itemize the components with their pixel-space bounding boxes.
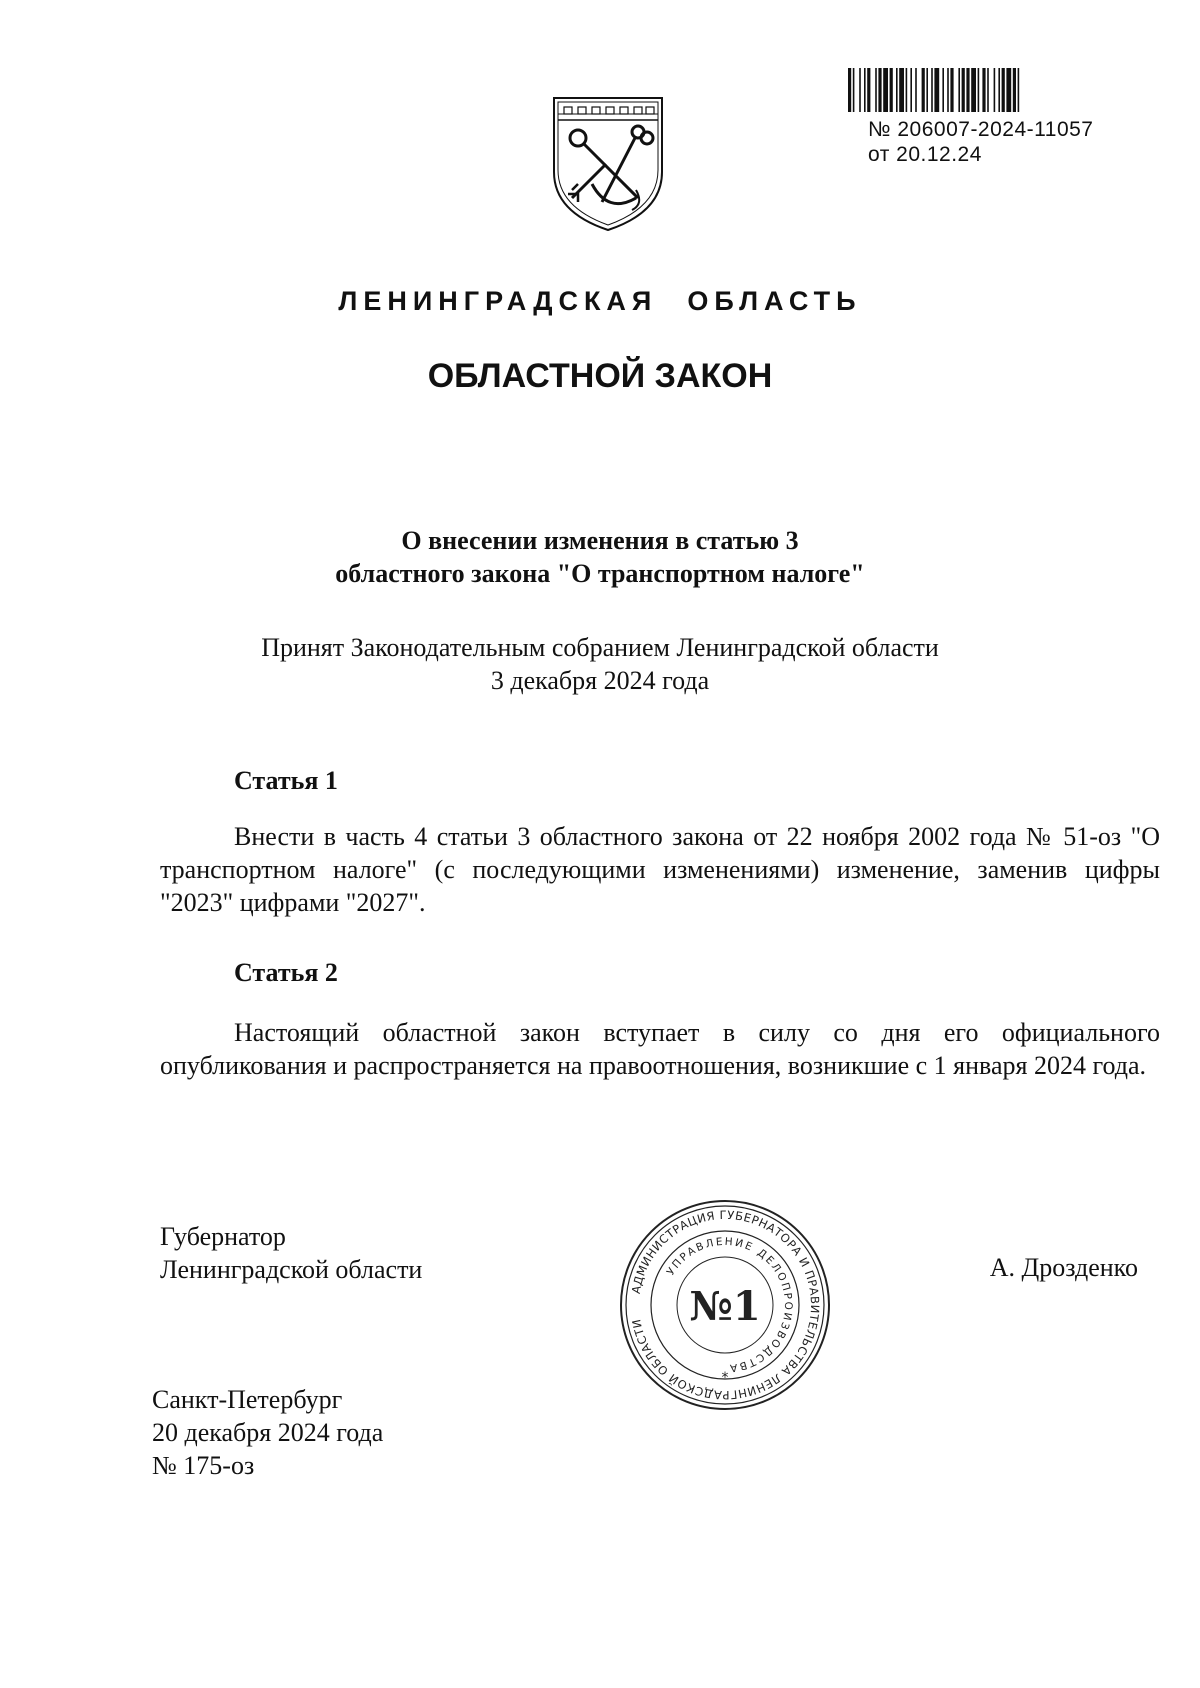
- barcode-bar: [982, 68, 985, 112]
- registration-date: от 20.12.24: [868, 143, 982, 166]
- barcode-bar: [1006, 68, 1011, 112]
- signatory-name: А. Дрозденко: [989, 1253, 1138, 1282]
- barcode-bar: [987, 68, 989, 112]
- barcode-bar: [942, 68, 944, 112]
- barcode-bar: [859, 68, 861, 112]
- adoption-line-1: Принят Законодательным собранием Ленинградской области: [261, 633, 939, 662]
- law-title-line-2: областного закона "О транспортном налоге": [335, 559, 865, 588]
- adoption-line-2: 3 декабря 2024 года: [490, 666, 710, 695]
- region-heading: [0, 286, 1200, 317]
- barcode-bar: [878, 68, 881, 112]
- barcode-bar: [853, 68, 855, 112]
- signatory-position-line-1: Губернатор: [160, 1222, 286, 1251]
- region-word-2: ОБЛАСТЬ: [687, 286, 862, 316]
- signatory-position: [160, 1220, 422, 1286]
- official-seal-stamp: [616, 1196, 834, 1414]
- adoption-note: [0, 631, 1200, 697]
- region-word-1: ЛЕНИНГРАДСКАЯ: [338, 286, 658, 316]
- barcode-bar: [864, 68, 866, 112]
- barcode-bar: [922, 68, 925, 112]
- barcode: [848, 68, 1118, 112]
- article-2-heading: Статья 2: [234, 958, 338, 987]
- law-title-line-1: О внесении изменения в статью 3: [401, 526, 799, 555]
- barcode-bar: [1018, 68, 1020, 112]
- barcode-bar: [931, 68, 933, 112]
- barcode-bar: [998, 68, 1000, 112]
- barcode-bar: [883, 68, 888, 112]
- barcode-bar: [934, 68, 939, 112]
- barcode-bar: [1013, 68, 1016, 112]
- barcode-bar: [971, 68, 976, 112]
- signing-city: Санкт-Петербург: [152, 1385, 343, 1414]
- barcode-bar: [910, 68, 912, 112]
- seal-center-number: №1: [689, 1283, 761, 1330]
- law-title: [0, 524, 1200, 590]
- barcode-bar: [848, 68, 851, 112]
- coat-of-arms-emblem: [548, 94, 668, 234]
- barcode-bar: [896, 68, 898, 112]
- registration-number: № 206007-2024-11057: [868, 118, 1094, 141]
- barcode-bar: [875, 68, 877, 112]
- barcode-bar: [947, 68, 949, 112]
- barcode-bar: [906, 68, 908, 112]
- article-1-text: Внести в часть 4 статьи 3 областного закона от 22 ноября 2002 года № 51-оз "О транспортном налоге" (с последующими изменениями) изменение, заменив цифры "2023" цифрами "2027".: [160, 822, 1160, 917]
- seal-star: *: [721, 1370, 729, 1386]
- barcode-bar: [867, 68, 870, 112]
- seal-inner-text: УПРАВЛЕНИЕ ДЕЛОПРОИЗВОДСТВА: [664, 1235, 795, 1375]
- signatory-position-line-2: Ленинградской области: [160, 1255, 423, 1284]
- article-2-text: Настоящий областной закон вступает в силу со дня его официального опубликования и распространяется на правоотношения, возникшие с 1 января 2024 года.: [160, 1018, 1160, 1080]
- law-number: № 175-оз: [152, 1451, 255, 1480]
- barcode-bar: [958, 68, 960, 112]
- barcode-bar: [978, 68, 980, 112]
- signing-date: 20 декабря 2024 года: [152, 1418, 384, 1447]
- barcode-bar: [994, 68, 996, 112]
- document-type-heading: ОБЛАСТНОЙ ЗАКОН: [427, 357, 773, 395]
- article-1-heading: Статья 1: [234, 766, 338, 795]
- barcode-bar: [966, 68, 969, 112]
- place-date-block: [152, 1383, 383, 1482]
- barcode-bar: [899, 68, 904, 112]
- seal-outer-text: АДМИНИСТРАЦИЯ ГУБЕРНАТОРА И ПРАВИТЕЛЬСТВА ЛЕНИНГРАДСКОЙ ОБЛАСТИ: [628, 1207, 823, 1403]
- barcode-bar: [890, 68, 893, 112]
- barcode-bar: [962, 68, 965, 112]
- barcode-bar: [950, 68, 953, 112]
- barcode-bar: [926, 68, 928, 112]
- barcode-bar: [1002, 68, 1005, 112]
- barcode-bar: [915, 68, 917, 112]
